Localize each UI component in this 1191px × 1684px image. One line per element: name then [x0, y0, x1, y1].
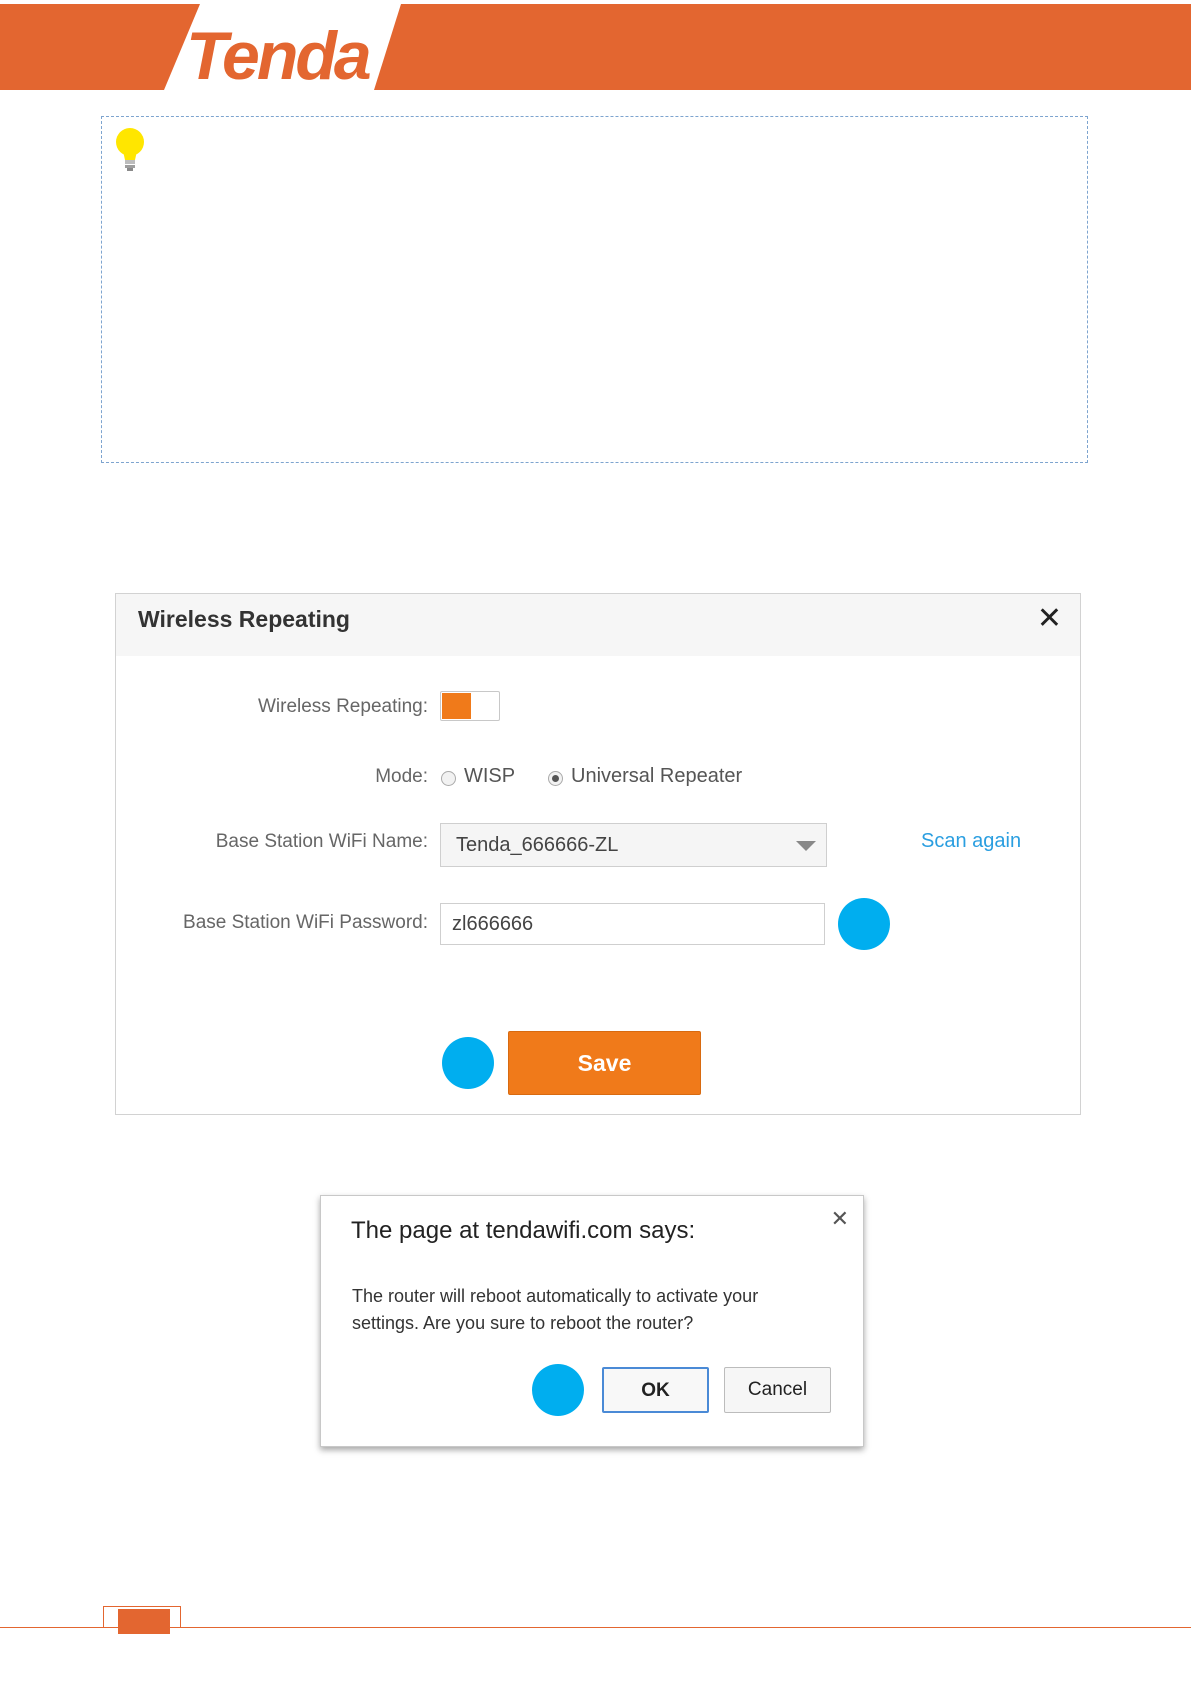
- mode-radio-wisp[interactable]: [441, 771, 456, 786]
- footer-page-tab: [103, 1606, 181, 1627]
- toggle-on-indicator: [442, 693, 471, 719]
- close-icon[interactable]: ✕: [1036, 602, 1062, 635]
- password-label: Base Station WiFi Password:: [183, 912, 428, 933]
- footer-line: [0, 1627, 1191, 1628]
- tip-box: [101, 116, 1088, 463]
- cancel-button[interactable]: Cancel: [724, 1367, 831, 1413]
- dialog-message: The router will reboot automatically to activate your settings. Are you sure to reboot the router?: [352, 1286, 759, 1333]
- wifi-name-label: Base Station WiFi Name:: [215, 831, 428, 852]
- header-band-right: [374, 4, 1191, 90]
- mode-label: Mode:: [375, 766, 428, 787]
- close-icon[interactable]: ✕: [830, 1206, 849, 1231]
- step-marker-dot: [838, 898, 890, 950]
- wireless-repeating-panel: [115, 593, 1081, 1115]
- password-value: zl666666: [452, 913, 534, 935]
- save-button[interactable]: Save: [508, 1031, 701, 1095]
- password-input[interactable]: [440, 903, 825, 945]
- wifi-name-value: Tenda_666666-ZL: [456, 834, 619, 856]
- confirm-dialog: [320, 1195, 864, 1447]
- ok-button[interactable]: OK: [602, 1367, 709, 1413]
- mode-option-universal-repeater[interactable]: Universal Repeater: [571, 765, 743, 787]
- scan-again-link[interactable]: Scan again: [921, 830, 1022, 852]
- repeating-label: Wireless Repeating:: [257, 696, 428, 717]
- panel-header: [116, 594, 1080, 656]
- step-marker-dot: [532, 1364, 584, 1416]
- footer-page-tab-fill: [118, 1609, 170, 1634]
- mode-option-wisp[interactable]: WISP: [464, 765, 516, 787]
- panel-title: Wireless Repeating: [138, 606, 350, 632]
- wifi-name-select[interactable]: [440, 823, 827, 867]
- lightbulb-icon: [114, 127, 146, 173]
- step-marker-dot: [442, 1037, 494, 1089]
- dialog-title: The page at tendawifi.com says:: [351, 1217, 696, 1244]
- repeating-toggle[interactable]: [440, 691, 500, 721]
- mode-radio-universal-repeater[interactable]: [548, 771, 563, 786]
- chevron-down-icon: [796, 841, 816, 851]
- brand-logo: Tenda: [186, 18, 369, 94]
- header-band-left: [0, 4, 200, 90]
